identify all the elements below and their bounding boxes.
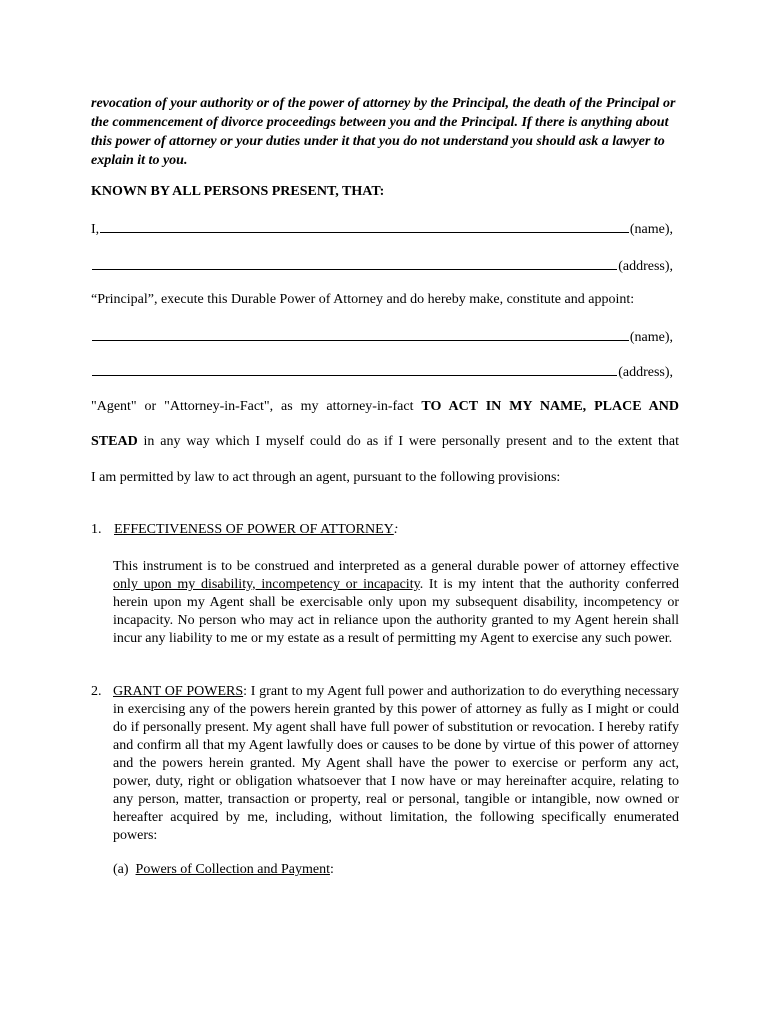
section-1-body-underlined: only upon my disability, incompetency or incapacity <box>113 577 420 592</box>
section-2-title: GRANT OF POWERS <box>113 684 244 699</box>
subsection-a-label: (a) <box>113 862 129 877</box>
principal-address-line <box>91 256 673 276</box>
principal-address-field[interactable] <box>92 256 617 270</box>
stead-text: in any way which I myself could do as if I were personally present and to the extent that <box>143 434 679 449</box>
agent-appointment-text: "Agent" or "Attorney-in-Fact", as my attorney-in-fact <box>91 399 414 414</box>
section-1-body <box>113 558 679 648</box>
intro-notice: revocation of your authority or of the power of attorney by the Principal, the death of the Principal or the commencement of divorce proceedings between you and the Principal. If there is anything about this power of attorney or your duties under it that you do not understand you should ask a lawyer to explain it to you. <box>91 96 676 168</box>
principal-name-suffix: (name), <box>629 222 673 237</box>
stead-bold: STEAD <box>91 434 138 449</box>
section-2-text: : I grant to my Agent full power and authorization to do everything necessary in exercising any of the powers herein granted by this power of attorney as fully as I might or could do if personally present. My agent shall have full power of substitution or revocation. I hereby ratify and confirm all that my Agent lawfully does or causes to be done by virtue of this power of attorney and the powers herein granted. My Agent shall have the power to exercise or perform any act, power, duty, right or obligation whatsoever that I now have or may hereinafter acquire, relating to any person, matter, transaction or property, real or personal, tangible or intangible, now owned or hereafter acquired by me, including, without limitation, the following specifically enumerated powers: <box>113 684 679 843</box>
agent-appointment-bold: TO ACT IN MY NAME, PLACE AND <box>421 399 680 414</box>
section-1-body-before: This instrument is to be construed and interpreted as a general durable power of attorney effective <box>113 559 679 574</box>
agent-name-suffix: (name), <box>629 330 673 345</box>
section-1-title: EFFECTIVENESS OF POWER OF ATTORNEY <box>114 522 394 537</box>
subsection-a-suffix: : <box>329 862 334 877</box>
known-by-all-heading: KNOWN BY ALL PERSONS PRESENT, THAT: <box>91 184 385 199</box>
section-2-body <box>113 683 679 845</box>
section-1-heading <box>91 521 398 539</box>
section-1-title-suffix: : <box>393 522 399 537</box>
section-1-body-after: . It is my intent that the authority conferred herein upon my Agent shall be exercisable only upon my subsequent disability, incompetency or incapacity. No person who may act in reliance upon the authority granted to my Agent herein shall incur any liability to me or my estate as a result of permitting my Agent to exercise any such power. <box>113 577 679 646</box>
agent-address-line <box>91 362 673 382</box>
agent-address-suffix: (address), <box>618 365 673 380</box>
principal-statement: “Principal”, execute this Durable Power of Attorney and do hereby make, constitute and appoint: <box>91 292 635 307</box>
principal-name-prefix: I, <box>91 222 100 237</box>
agent-appointment-line <box>91 398 679 416</box>
section-1-number: 1. <box>91 522 102 537</box>
principal-name-field[interactable] <box>100 219 629 233</box>
subsection-a-heading <box>113 861 679 879</box>
agent-name-line <box>91 327 673 347</box>
agent-address-field[interactable] <box>92 362 617 376</box>
subsection-a-title: Powers of Collection and Payment <box>135 862 330 877</box>
stead-line <box>91 433 679 451</box>
permitted-line: I am permitted by law to act through an agent, pursuant to the following provisions: <box>91 470 561 485</box>
section-2-number: 2. <box>91 684 102 699</box>
principal-address-suffix: (address), <box>618 259 673 274</box>
agent-name-field[interactable] <box>92 327 629 341</box>
principal-name-line <box>91 219 673 239</box>
